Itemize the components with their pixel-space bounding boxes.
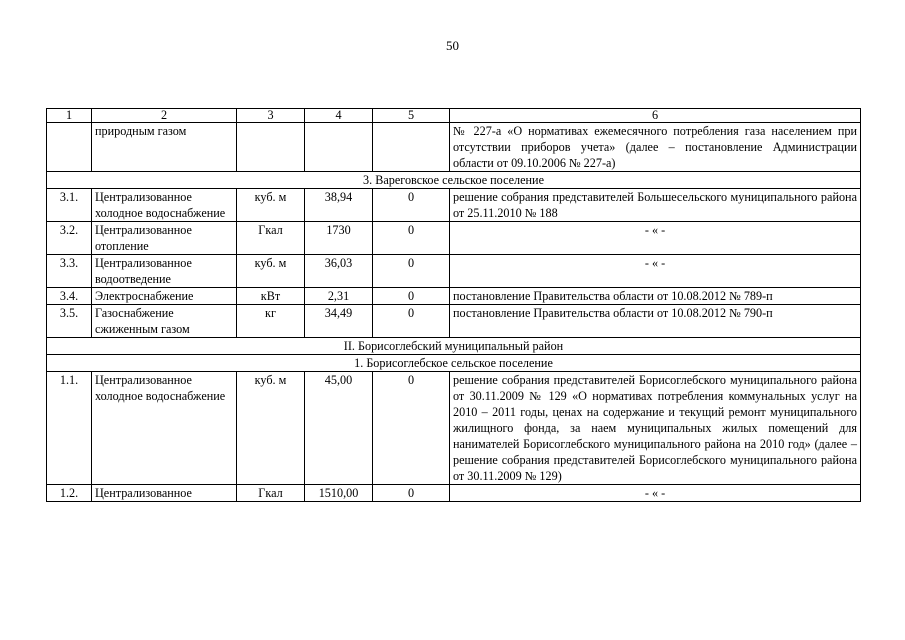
basis-cell: - « -: [450, 255, 861, 288]
unit-cell: Гкал: [237, 485, 305, 502]
header-row: [47, 109, 861, 123]
service-cell: Централизованное холодное водоснабжение: [92, 189, 237, 222]
basis-cell: решение собрания представителей Борисоглебского муниципального района от 30.11.2009 № 129 «О нормативах потребления коммунальных услуг на 2010 – 2011 годы, ценах на содержание и текущий ремонт муниципального жилищного фонда, за наем муниципальных жилых помещений для нанимателей Борисоглебского муниципального района на 2010 год» (далее – решение собрания представителей Борисоглебского муниципального района от 30.11.2009 № 129): [450, 372, 861, 485]
num-cell: [47, 123, 92, 172]
table-row: [47, 372, 861, 485]
section-title: 3. Вареговское сельское поселение: [47, 172, 861, 189]
norm-cell: 1730: [305, 222, 373, 255]
basis-cell: - « -: [450, 485, 861, 502]
basis-cell: - « -: [450, 222, 861, 255]
unit-cell: [237, 123, 305, 172]
table-row: [47, 485, 861, 502]
num-cell: 3.3.: [47, 255, 92, 288]
basis-cell: постановление Правительства области от 10.08.2012 № 790-п: [450, 305, 861, 338]
header-cell: 6: [450, 109, 861, 123]
continuation-row: [47, 123, 861, 172]
header-cell: 2: [92, 109, 237, 123]
num-cell: 3.5.: [47, 305, 92, 338]
section-title: 1. Борисоглебское сельское поселение: [47, 355, 861, 372]
service-cell: Централизованное холодное водоснабжение: [92, 372, 237, 485]
basis-cell: постановление Правительства области от 10.08.2012 № 789-п: [450, 288, 861, 305]
unit-cell: куб. м: [237, 255, 305, 288]
service-cell: природным газом: [92, 123, 237, 172]
norm-cell: 1510,00: [305, 485, 373, 502]
unit-cell: куб. м: [237, 189, 305, 222]
norm-cell: 45,00: [305, 372, 373, 485]
service-cell: Централизованное водоотведение: [92, 255, 237, 288]
col5-cell: 0: [373, 189, 450, 222]
col5-cell: 0: [373, 485, 450, 502]
table-row: [47, 189, 861, 222]
norms-table: [46, 108, 861, 502]
section-row: [47, 172, 861, 189]
col5-cell: 0: [373, 288, 450, 305]
col5-cell: 0: [373, 222, 450, 255]
unit-cell: кВт: [237, 288, 305, 305]
table-row: [47, 288, 861, 305]
basis-cell: № 227-а «О нормативах ежемесячного потребления газа населением при отсутствии приборов учета» (далее – постановление Администрации области от 09.10.2006 № 227-а): [450, 123, 861, 172]
num-cell: 1.2.: [47, 485, 92, 502]
norm-cell: [305, 123, 373, 172]
norm-cell: 34,49: [305, 305, 373, 338]
norm-cell: 2,31: [305, 288, 373, 305]
num-cell: 3.4.: [47, 288, 92, 305]
table-row: [47, 222, 861, 255]
col5-cell: 0: [373, 305, 450, 338]
service-cell: Газоснабжение сжиженным газом: [92, 305, 237, 338]
num-cell: 3.1.: [47, 189, 92, 222]
norm-cell: 36,03: [305, 255, 373, 288]
header-cell: 5: [373, 109, 450, 123]
num-cell: 1.1.: [47, 372, 92, 485]
unit-cell: Гкал: [237, 222, 305, 255]
district-row: [47, 338, 861, 355]
page-number: 50: [446, 38, 459, 53]
header-cell: 4: [305, 109, 373, 123]
col5-cell: 0: [373, 372, 450, 485]
table-row: [47, 305, 861, 338]
unit-cell: куб. м: [237, 372, 305, 485]
service-cell: Централизованное: [92, 485, 237, 502]
header-cell: 1: [47, 109, 92, 123]
service-cell: Централизованное отопление: [92, 222, 237, 255]
unit-cell: кг: [237, 305, 305, 338]
service-cell: Электроснабжение: [92, 288, 237, 305]
col5-cell: 0: [373, 255, 450, 288]
num-cell: 3.2.: [47, 222, 92, 255]
section-row: [47, 355, 861, 372]
table-row: [47, 255, 861, 288]
header-cell: 3: [237, 109, 305, 123]
basis-cell: решение собрания представителей Большесельского муниципального района от 25.11.2010 № 188: [450, 189, 861, 222]
district-title: II. Борисоглебский муниципальный район: [47, 338, 861, 355]
col5-cell: [373, 123, 450, 172]
norm-cell: 38,94: [305, 189, 373, 222]
